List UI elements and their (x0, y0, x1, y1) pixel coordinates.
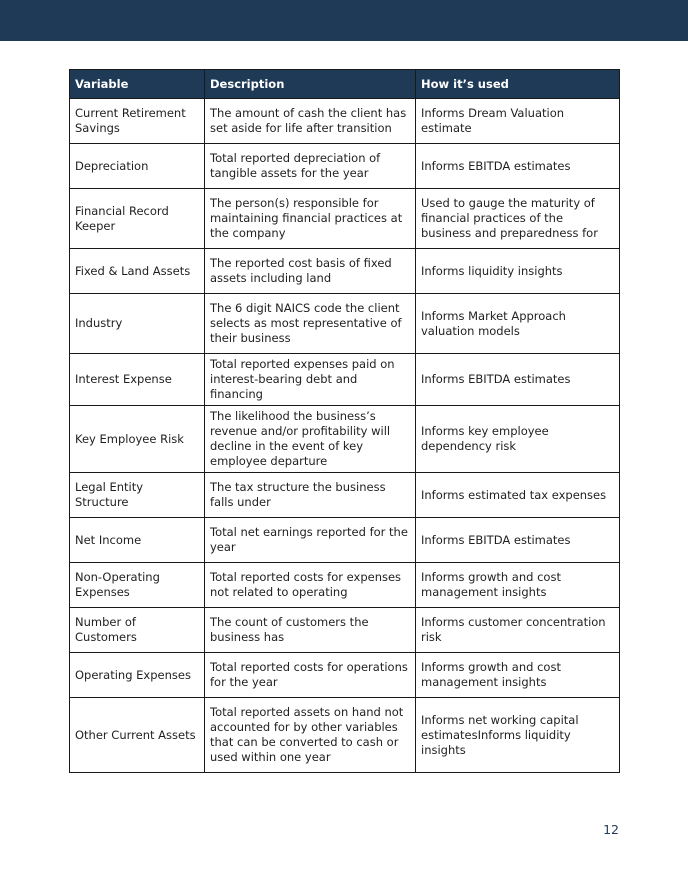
cell-usage: Informs estimated tax expenses (416, 473, 620, 518)
cell-usage: Informs EBITDA estimates (416, 518, 620, 563)
column-header-variable: Variable (70, 70, 205, 99)
table-row (70, 473, 620, 518)
header-band (0, 0, 688, 41)
cell-variable: Current Retirement Savings (70, 99, 205, 144)
cell-description: Total reported costs for expenses not related to operating (205, 563, 416, 608)
cell-description: Total net earnings reported for the year (205, 518, 416, 563)
cell-description: The tax structure the business falls under (205, 473, 416, 518)
cell-usage: Informs key employee dependency risk (416, 406, 620, 473)
cell-usage: Informs customer concentration risk (416, 608, 620, 653)
table-row (70, 608, 620, 653)
table-row (70, 189, 620, 249)
column-header-usage: How it’s used (416, 70, 620, 99)
cell-variable: Net Income (70, 518, 205, 563)
cell-usage: Informs Market Approach valuation models (416, 294, 620, 354)
cell-variable: Financial Record Keeper (70, 189, 205, 249)
cell-description: The amount of cash the client has set aside for life after transition (205, 99, 416, 144)
cell-description: The count of customers the business has (205, 608, 416, 653)
cell-usage: Informs growth and cost management insights (416, 653, 620, 698)
cell-variable: Fixed & Land Assets (70, 249, 205, 294)
table-row (70, 144, 620, 189)
cell-variable: Depreciation (70, 144, 205, 189)
cell-variable: Operating Expenses (70, 653, 205, 698)
cell-description: The person(s) responsible for maintaining financial practices at the company (205, 189, 416, 249)
table-row (70, 563, 620, 608)
table-row (70, 653, 620, 698)
cell-usage: Informs liquidity insights (416, 249, 620, 294)
column-header-description: Description (205, 70, 416, 99)
cell-description: The likelihood the business’s revenue and/or profitability will decline in the event of key employee departure (205, 406, 416, 473)
table-row (70, 294, 620, 354)
variables-table (69, 69, 620, 773)
table-row (70, 99, 620, 144)
cell-description: The reported cost basis of fixed assets including land (205, 249, 416, 294)
cell-usage: Informs Dream Valuation estimate (416, 99, 620, 144)
cell-usage: Informs growth and cost management insights (416, 563, 620, 608)
table-row (70, 698, 620, 773)
cell-description: The 6 digit NAICS code the client selects as most representative of their business (205, 294, 416, 354)
cell-variable: Industry (70, 294, 205, 354)
cell-variable: Key Employee Risk (70, 406, 205, 473)
cell-usage: Used to gauge the maturity of financial practices of the business and preparedness for (416, 189, 620, 249)
cell-variable: Legal Entity Structure (70, 473, 205, 518)
cell-description: Total reported depreciation of tangible assets for the year (205, 144, 416, 189)
cell-usage: Informs net working capital estimatesInforms liquidity insights (416, 698, 620, 773)
cell-description: Total reported assets on hand not accounted for by other variables that can be converted to cash or used within one year (205, 698, 416, 773)
cell-usage: Informs EBITDA estimates (416, 144, 620, 189)
cell-description: Total reported expenses paid on interest-bearing debt and financing (205, 354, 416, 406)
cell-usage: Informs EBITDA estimates (416, 354, 620, 406)
table-header-row (70, 70, 620, 99)
cell-variable: Non-Operating Expenses (70, 563, 205, 608)
cell-variable: Other Current Assets (70, 698, 205, 773)
cell-variable: Interest Expense (70, 354, 205, 406)
table-row (70, 354, 620, 406)
table-row (70, 406, 620, 473)
table-row (70, 518, 620, 563)
page-number: 12 (603, 822, 619, 837)
cell-description: Total reported costs for operations for the year (205, 653, 416, 698)
table-row (70, 249, 620, 294)
cell-variable: Number of Customers (70, 608, 205, 653)
